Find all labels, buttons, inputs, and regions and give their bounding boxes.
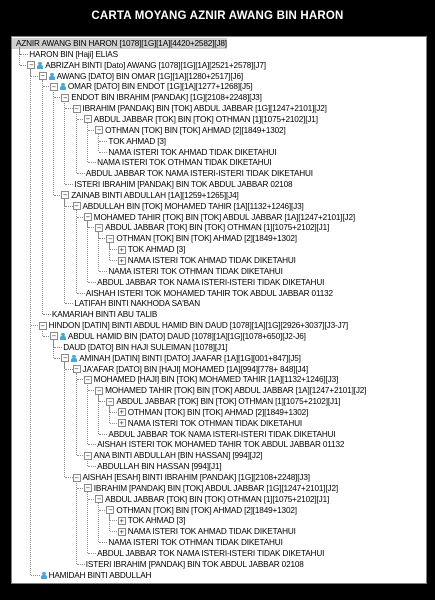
tree-node[interactable]: ABDUL JABBAR [TOK] BIN [TOK] OTHMAN [1][1075+2102][J1] [105,223,330,233]
tree-guide-line [64,362,65,477]
collapse-icon[interactable]: − [74,473,79,482]
collapse-icon[interactable]: − [85,484,90,493]
collapse-icon[interactable]: − [29,61,34,70]
tree-connector [54,347,62,348]
collapse-icon[interactable]: − [40,72,45,81]
tree-node-selected[interactable]: AZNIR AWANG BIN HARON [1078][1G][1A][4420+2582][J8] [12,38,227,49]
tree-node[interactable]: OTHMAN [TOK] BIN [TOK] AHMAD [2][1849+1302] [116,234,297,244]
tree-guide-line [98,503,99,542]
tree-guide-line [19,47,20,65]
collapse-icon[interactable]: − [63,191,68,200]
expand-icon[interactable]: + [119,245,124,254]
person-icon [49,73,55,80]
tree-guide-line [53,90,54,195]
tree-node[interactable]: MOHAMED TAHIR [TOK] BIN [TOK] ABDUL JABBAR [1A][1247+2101][J2] [105,386,367,396]
tree-guide-line [87,492,88,553]
collapse-icon[interactable]: − [85,375,90,384]
tree-connector [77,564,85,565]
tree-node[interactable]: NAMA ISTERI TOK OTHMAN TIDAK DIKETAHUI [97,158,272,168]
tree-node[interactable]: NAMA ISTERI TOK OTHMAN TIDAK DIKETAHUI [127,418,302,428]
collapse-icon[interactable]: − [51,332,56,341]
tree-node[interactable]: ANA BINTI ABDULLAH [BIN HASSAN] [994][J2] [93,451,263,461]
tree-node[interactable]: ABDUL JABBAR [TOK] BIN [TOK] OTHMAN [1][1075+2102][J1] [93,114,318,124]
tree-node[interactable]: ENDOT BIN IBRAHIM [PANDAK] [1G][2108+2248][J3] [71,93,262,103]
collapse-icon[interactable]: − [96,126,102,135]
tree-guide-line [30,69,31,575]
tree-guide-line [76,112,77,173]
expand-icon[interactable]: + [119,408,124,417]
tree-connector [88,553,96,554]
collapse-icon[interactable]: − [74,202,79,211]
tree-node[interactable]: NAMA ISTERI TOK AHMAD TIDAK DIKETAHUI [127,256,296,265]
tree-node[interactable]: ZAINAB BINTI ABDULLAH [1A][1259+1265][J4] [71,190,239,200]
person-icon [41,572,47,579]
tree-node[interactable]: OTHMAN [TOK] BIN [TOK] AHMAD [2][1849+1302] [116,505,297,515]
tree-connector [65,303,73,304]
tree-guide-line [87,383,88,444]
tree-node[interactable]: TOK AHMAD [3] [127,245,186,255]
tree-node[interactable]: ABRIZAH BINTI [Dato] AWANG [1078][1G][1A][2521+2578][J7] [45,60,266,70]
tree-node[interactable]: ABDUL JABBAR TOK NAMA ISTERI-ISTERI TIDAK DIKETAHUI [97,277,325,287]
tree-node[interactable]: NAMA ISTERI TOK OTHMAN TIDAK DIKETAHUI [108,266,283,276]
collapse-icon[interactable]: − [40,321,45,330]
expand-icon[interactable]: + [119,527,124,536]
tree-node[interactable]: ABDUL JABBAR TOK NAMA ISTERI-ISTERI TIDAK DIKETAHUI [97,548,325,558]
tree-guide-line [76,481,77,564]
tree-node[interactable]: OMAR [DATO] BIN ENDOT [1G][1A][1277+1268][J5] [67,82,253,92]
collapse-icon[interactable]: − [63,354,68,363]
collapse-icon[interactable]: − [108,234,113,243]
person-icon [37,62,43,69]
tree-connector [88,466,96,467]
tree-guide-line [109,514,110,532]
tree-node[interactable]: NAMA ISTERI TOK AHMAD TIDAK DIKETAHUI [127,527,296,537]
tree-node[interactable]: ISTERI IBRAHIM [PANDAK] BIN TOK ABDUL JABBAR 02108 [85,559,304,569]
tree-node[interactable]: TOK AHMAD [3] [108,136,166,146]
tree-node[interactable]: MOHAMED [HAJI] BIN [TOK] MOHAMED TAHIR [1A][1132+1246][J3] [93,375,339,385]
tree-connector [77,173,85,174]
person-icon [60,83,66,90]
expand-icon[interactable]: + [119,419,124,428]
chart-title: CARTA MOYANG AZNIR AWANG BIN HARON [91,10,344,22]
tree-connector [88,282,96,283]
tree-connector [88,162,96,163]
tree-node[interactable]: AISHAH ISTERI TOK MOHAMED TAHIR TOK ABDUL JABBAR 01132 [97,440,345,450]
tree-node[interactable]: ABDUL HAMID BIN [DATO] DAUD [1078][1A][1G][1078+650][J2-J6] [67,331,306,341]
tree-guide-line [42,80,43,315]
tree-node[interactable]: IBRAHIM [PANDAK] BIN [TOK] ABDUL JABBAR [1G][1247+2101][J2] [82,104,327,114]
tree-guide-line [64,199,65,304]
tree-guide-line [98,394,99,433]
collapse-icon[interactable]: − [63,93,68,102]
tree-node[interactable]: ABDUL JABBAR TOK NAMA ISTERI-ISTERI TIDAK DIKETAHUI [108,429,336,439]
tree-connector [65,184,73,185]
tree-node[interactable]: HARON BIN [Haji] ELIAS [29,49,118,59]
collapse-icon[interactable]: − [74,104,79,113]
person-icon [71,355,77,362]
tree-node[interactable]: AMINAH [DATIN] BINTI [DATO] JAAFAR [1A][1G][001+847][J5] [79,353,301,363]
tree-guide-line [76,210,77,293]
tree-guide-line [109,405,110,423]
tree-node[interactable]: HAMIDAH BINTI ABDULLAH [48,570,152,580]
tree-connector [77,293,85,294]
expand-icon[interactable]: + [119,256,124,265]
tree-connector [20,54,28,55]
tree-node[interactable]: IBRAHIM [PANDAK] BIN [TOK] ABDUL JABBAR [1G][1247+2101][J2] [93,483,339,493]
tree-connector [99,542,107,543]
expand-icon[interactable]: + [119,516,124,525]
tree-node[interactable]: TOK AHMAD [3] [127,516,186,526]
tree-node[interactable]: ABDULLAH BIN [TOK] MOHAMED TAHIR [1A][1132+1246][J3] [82,201,304,211]
tree-guide-line [87,221,88,282]
tree-node[interactable]: OTHMAN [TOK] BIN [TOK] AHMAD [2][1849+1302] [105,125,286,135]
tree-node[interactable]: LATIFAH BINTI NAKHODA SA'BAN [74,299,201,309]
tree-node[interactable]: JA'AFAR [DATO] BIN [HAJI] MOHAMED [1A][994][778+ 848][J4] [82,364,308,374]
person-icon [60,333,66,340]
collapse-icon[interactable]: − [85,213,90,222]
tree-guide-line [98,134,99,152]
tree-node[interactable]: ISTERI IBRAHIM [PANDAK] BIN TOK ABDUL JABBAR 02108 [74,180,293,190]
tree-guide-line [98,231,99,270]
tree-connector [99,141,107,142]
tree-node[interactable]: AWANG [DATO] BIN OMAR [1G][1A][1280+2517][J6] [56,71,244,81]
collapse-icon[interactable]: − [108,506,113,515]
tree-guide-line [109,242,110,260]
collapse-icon[interactable]: − [96,386,102,395]
tree-connector [99,434,107,435]
tree-node[interactable]: KAMARIAH BINTI ABU TALIB [51,310,158,320]
tree-node[interactable]: DAUD [DATO] BIN HAJI SULEIMAN [1078][J1] [63,342,228,352]
collapse-icon[interactable]: − [96,223,102,232]
family-tree-view[interactable] [11,36,427,584]
tree-guide-line [53,340,54,358]
tree-node[interactable]: ABDUL JABBAR TOK NAMA ISTERI-ISTERI TIDAK DIKETAHUI [85,169,313,179]
tree-node[interactable]: NAMA ISTERI TOK AHMAD TIDAK DIKETAHUI [108,147,277,157]
tree-connector [43,314,51,315]
tree-connector [99,152,107,153]
tree-node[interactable]: NAMA ISTERI TOK OTHMAN TIDAK DIKETAHUI [108,538,283,548]
collapse-icon[interactable]: − [96,495,102,504]
tree-guide-line [87,459,88,466]
tree-node[interactable]: MOHAMED TAHIR [TOK] BIN [TOK] ABDUL JABBAR [1A][1247+2101][J2] [93,212,356,222]
tree-connector [31,575,39,576]
tree-node[interactable]: OTHMAN [TOK] BIN [TOK] AHMAD [2][1849+1302] [127,407,309,417]
collapse-icon[interactable]: − [51,82,56,91]
tree-node[interactable]: HINDON [DATIN] BINTI ABDUL HAMID BIN DAUD [1078][1A][1G][2926+3037][J3-J7] [48,321,349,331]
tree-guide-line [87,123,88,162]
tree-connector [88,444,96,445]
collapse-icon[interactable]: − [85,451,90,460]
tree-node[interactable]: ABDULLAH BIN HASSAN [994][J1] [97,462,222,472]
collapse-icon[interactable]: − [85,115,90,124]
tree-node[interactable]: ABDUL JABBAR [TOK] BIN [TOK] OTHMAN [1][1075+2102][J1] [105,494,330,504]
tree-guide-line [64,101,65,184]
collapse-icon[interactable]: − [74,365,79,373]
tree-guide-line [42,329,43,336]
tree-node[interactable]: AISHAH [ESAH] BINTI IBRAHIM [PANDAK] [1G][2108+2248][J3] [82,473,310,482]
collapse-icon[interactable]: − [108,397,113,406]
tree-node[interactable]: ABDUL JABBAR [TOK] BIN [TOK] OTHMAN [1][1075+2102][J1] [116,397,341,407]
tree-connector [99,271,107,272]
tree-guide-line [76,373,77,456]
tree-node[interactable]: AISHAH ISTERI TOK MOHAMED TAHIR TOK ABDUL JABBAR 01132 [85,288,333,298]
